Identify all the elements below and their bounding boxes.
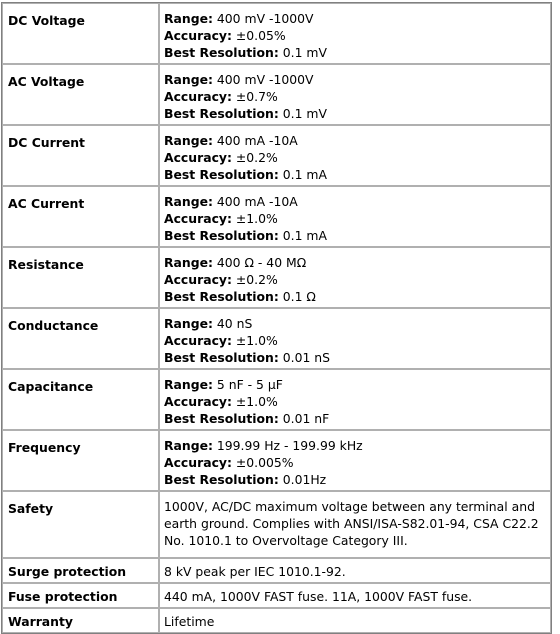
spec-row-conductance xyxy=(2,308,551,369)
resolution-key: Best Resolution: xyxy=(164,167,279,182)
accuracy-value: ±1.0% xyxy=(235,333,278,348)
spec-value xyxy=(159,186,551,247)
resolution-value: 0.01 nS xyxy=(282,350,331,365)
spec-label: Capacitance xyxy=(2,369,159,430)
spec-value xyxy=(159,491,551,558)
accuracy-value: ±0.005% xyxy=(235,455,294,470)
range-key: Range: xyxy=(164,11,213,26)
accuracy-value: ±1.0% xyxy=(235,394,278,409)
resolution-value: 0.1 mA xyxy=(282,228,327,243)
spec-value xyxy=(159,247,551,308)
spec-label: Warranty xyxy=(2,608,159,633)
accuracy-value: ±0.2% xyxy=(235,150,278,165)
resolution-key: Best Resolution: xyxy=(164,45,279,60)
spec-row-ac-voltage xyxy=(2,64,551,125)
accuracy-key: Accuracy: xyxy=(164,89,232,104)
spec-row-surge-protection xyxy=(2,558,551,583)
spec-label: AC Voltage xyxy=(2,64,159,125)
resolution-key: Best Resolution: xyxy=(164,228,279,243)
spec-label: Conductance xyxy=(2,308,159,369)
accuracy-key: Accuracy: xyxy=(164,272,232,287)
range-value: 199.99 Hz - 199.99 kHz xyxy=(216,438,363,453)
accuracy-key: Accuracy: xyxy=(164,28,232,43)
accuracy-key: Accuracy: xyxy=(164,394,232,409)
spec-row-warranty xyxy=(2,608,551,633)
spec-value xyxy=(159,308,551,369)
accuracy-value: ±0.2% xyxy=(235,272,278,287)
spec-label: Resistance xyxy=(2,247,159,308)
resolution-key: Best Resolution: xyxy=(164,350,279,365)
accuracy-key: Accuracy: xyxy=(164,211,232,226)
spec-row-dc-voltage xyxy=(2,3,551,64)
specifications-table xyxy=(1,2,552,634)
range-key: Range: xyxy=(164,133,213,148)
range-key: Range: xyxy=(164,72,213,87)
spec-value: Lifetime xyxy=(159,608,551,633)
range-value: 400 Ω - 40 MΩ xyxy=(216,255,307,270)
spec-row-capacitance xyxy=(2,369,551,430)
spec-row-fuse-protection xyxy=(2,583,551,608)
spec-value: 8 kV peak per IEC 1010.1-92. xyxy=(159,558,551,583)
spec-label: AC Current xyxy=(2,186,159,247)
resolution-value: 0.1 mV xyxy=(282,106,327,121)
spec-value xyxy=(159,430,551,491)
spec-label: Surge protection xyxy=(2,558,159,583)
range-key: Range: xyxy=(164,255,213,270)
resolution-value: 0.1 mA xyxy=(282,167,327,182)
range-key: Range: xyxy=(164,316,213,331)
accuracy-value: ±1.0% xyxy=(235,211,278,226)
range-value: 400 mV -1000V xyxy=(216,11,314,26)
spec-row-frequency xyxy=(2,430,551,491)
spec-value xyxy=(159,125,551,186)
accuracy-key: Accuracy: xyxy=(164,455,232,470)
range-value: 5 nF - 5 μF xyxy=(216,377,283,392)
range-key: Range: xyxy=(164,194,213,209)
accuracy-key: Accuracy: xyxy=(164,333,232,348)
spec-value xyxy=(159,3,551,64)
accuracy-key: Accuracy: xyxy=(164,150,232,165)
range-key: Range: xyxy=(164,438,213,453)
spec-label: DC Current xyxy=(2,125,159,186)
range-value: 400 mV -1000V xyxy=(216,72,314,87)
resolution-value: 0.1 mV xyxy=(282,45,327,60)
resolution-value: 0.01 nF xyxy=(282,411,330,426)
resolution-key: Best Resolution: xyxy=(164,472,279,487)
resolution-key: Best Resolution: xyxy=(164,411,279,426)
spec-label: Fuse protection xyxy=(2,583,159,608)
spec-label: Safety xyxy=(2,491,159,558)
spec-row-resistance xyxy=(2,247,551,308)
spec-row-safety xyxy=(2,491,551,558)
resolution-key: Best Resolution: xyxy=(164,106,279,121)
range-value: 400 mA -10A xyxy=(216,194,298,209)
safety-text: 1000V, AC/DC maximum voltage between any terminal and earth ground. Complies with ANSI/ISA-S82.01-94, CSA C22.2 No. 1010.1 to Overvoltage Category III. xyxy=(164,499,539,548)
spec-row-ac-current xyxy=(2,186,551,247)
resolution-value: 0.1 Ω xyxy=(282,289,316,304)
accuracy-value: ±0.7% xyxy=(235,89,278,104)
range-value: 40 nS xyxy=(216,316,253,331)
spec-value: 440 mA, 1000V FAST fuse. 11A, 1000V FAST fuse. xyxy=(159,583,551,608)
resolution-value: 0.01Hz xyxy=(282,472,327,487)
spec-value xyxy=(159,64,551,125)
range-key: Range: xyxy=(164,377,213,392)
resolution-key: Best Resolution: xyxy=(164,289,279,304)
spec-value xyxy=(159,369,551,430)
spec-label: Frequency xyxy=(2,430,159,491)
spec-row-dc-current xyxy=(2,125,551,186)
range-value: 400 mA -10A xyxy=(216,133,298,148)
accuracy-value: ±0.05% xyxy=(235,28,286,43)
spec-label: DC Voltage xyxy=(2,3,159,64)
